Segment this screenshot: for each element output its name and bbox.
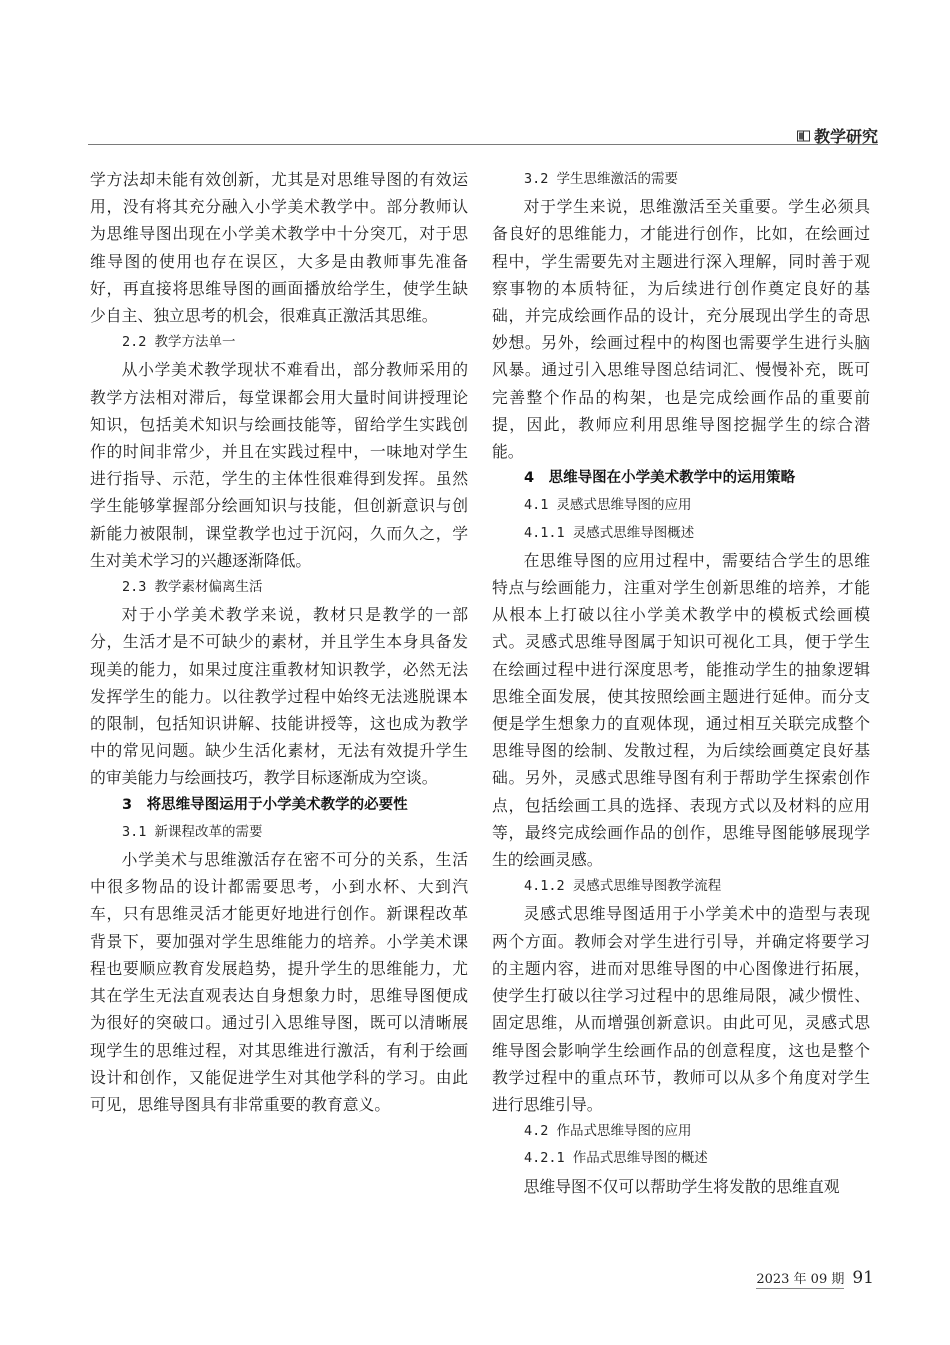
left-column [90, 166, 468, 1118]
heading-4: 4 思维导图在小学美术教学中的运用策略 [524, 470, 796, 487]
page-footer [756, 1268, 874, 1289]
paragraph: 思维导图不仅可以帮助学生将发散的思维直观 [523, 1176, 840, 1196]
heading-2-2: 2.2 教学方法单一 [122, 334, 236, 351]
heading-4-2-1: 4.2.1 作品式思维导图的概述 [524, 1150, 708, 1167]
heading-4-2: 4.2 作品式思维导图的应用 [524, 1123, 692, 1140]
paragraph: 对于学生来说，思维激活至关重要。学生必须具备良好的思维能力，才能进行创作，比如，在绘画过程中，学生需要先对主题进行深入理解，同时善于观察事物的本质特征，为后续进行创作奠定良好的基础，并完成绘画作品的设计，充分展现出学生的奇思妙想。另外，绘画过程中的构图也需要学生进行头脑风暴。通过引入思维导图总结词汇、慢慢补充，既可完善整个作品的构架，也是完成绘画作品的重要前提，因此，教师应利用思维导图挖掘学生的综合潜能。 [492, 197, 870, 462]
page-number: 91 [852, 1268, 874, 1288]
heading-4-1-1: 4.1.1 灵感式思维导图概述 [524, 524, 695, 541]
book-icon [797, 130, 810, 142]
heading-3-1: 3.1 新课程改革的需要 [122, 823, 263, 840]
section-title: 教学研究 [813, 127, 878, 146]
heading-4-1-2: 4.1.2 灵感式思维导图教学流程 [524, 878, 722, 895]
paragraph: 学方法却未能有效创新，尤其是对思维导图的有效运用，没有将其充分融入小学美术教学中。部分教师认为思维导图出现在小学美术教学中十分突兀，对于思维导图的使用也存在误区，大多是由教师事先准备好，再直接将思维导图的画面播放给学生，使学生缺少自主、独立思考的机会，很难真正激活其思维。 [90, 170, 468, 326]
heading-3: 3 将思维导图运用于小学美术教学的必要性 [122, 796, 408, 813]
heading-4-1: 4.1 灵感式思维导图的应用 [524, 497, 692, 514]
paragraph: 从小学美术教学现状不难看出，部分教师采用的教学方法相对滞后，每堂课都会用大量时间讲授理论知识，包括美术知识与绘画技能等，留给学生实践创作的时间非常少，并且在实践过程中，一味地对学生进行指导、示范，学生的主体性很难得到发挥。虽然学生能够掌握部分绘画知识与技能，但创新意识与创新能力被限制，课堂教学也过于沉闷，久而久之，学生对美术学习的兴趣逐渐降低。 [90, 360, 468, 570]
paragraph: 对于小学美术教学来说，教材只是教学的一部分，生活才是不可缺少的素材，并且学生本身具备发现美的能力，如果过度注重教材知识教学，必然无法发挥学生的能力。以往教学过程中始终无法逃脱课本的限制，包括知识讲解、技能讲授等，这也成为教学中的常见问题。缺少生活化素材，无法有效提升学生的审美能力与绘画技巧，教学目标逐渐成为空谈。 [90, 605, 468, 788]
header-rule [88, 144, 878, 145]
right-column [492, 166, 870, 1200]
heading-3-2: 3.2 学生思维激活的需要 [524, 171, 679, 187]
paragraph: 灵感式思维导图适用于小学美术中的造型与表现两个方面。教师会对学生进行引导，并确定将要学习的主题内容，进而对思维导图的中心图像进行拓展，使学生打破以往学习过程中的思维局限，减少惯性、固定思维，从而增强创新意识。由此可见，灵感式思维导图会影响学生绘画作品的创意程度，这也是整个教学过程中的重点环节，教师可以从多个角度对学生进行思维引导。 [492, 904, 870, 1114]
issue-label: 2023 年 09 期 [756, 1268, 844, 1289]
paragraph: 小学美术与思维激活存在密不可分的关系，生活中很多物品的设计都需要思考，小到水杯、大到汽车，只有思维灵活才能更好地进行创作。新课程改革背景下，要加强对学生思维能力的培养。小学美术课程也要顺应教育发展趋势，提升学生的思维能力，尤其在学生无法直观表达自身想象力时，思维导图便成为很好的突破口。通过引入思维导图，既可以清晰展现学生的思维过程，对其思维进行激活，有利于绘画设计和创作，又能促进学生对其他学科的学习。由此可见，思维导图具有非常重要的教育意义。 [90, 850, 468, 1114]
paragraph: 在思维导图的应用过程中，需要结合学生的思维特点与绘画能力，注重对学生创新思维的培养，才能从根本上打破以往小学美术教学中的模板式绘画模式。灵感式思维导图属于知识可视化工具，便于学生在绘画过程中进行深度思考，能推动学生的抽象逻辑思维全面发展，使其按照绘画主题进行延伸。而分支便是学生想象力的直观体现，通过相互关联完成整个思维导图的绘制、发散过程，为后续绘画奠定良好基础。另外，灵感式思维导图有利于帮助学生探索创作点，包括绘画工具的选择、表现方式以及材料的应用等，最终完成绘画作品的创作，思维导图能够展现学生的绘画灵感。 [492, 550, 870, 870]
heading-2-3: 2.3 教学素材偏离生活 [122, 579, 263, 596]
